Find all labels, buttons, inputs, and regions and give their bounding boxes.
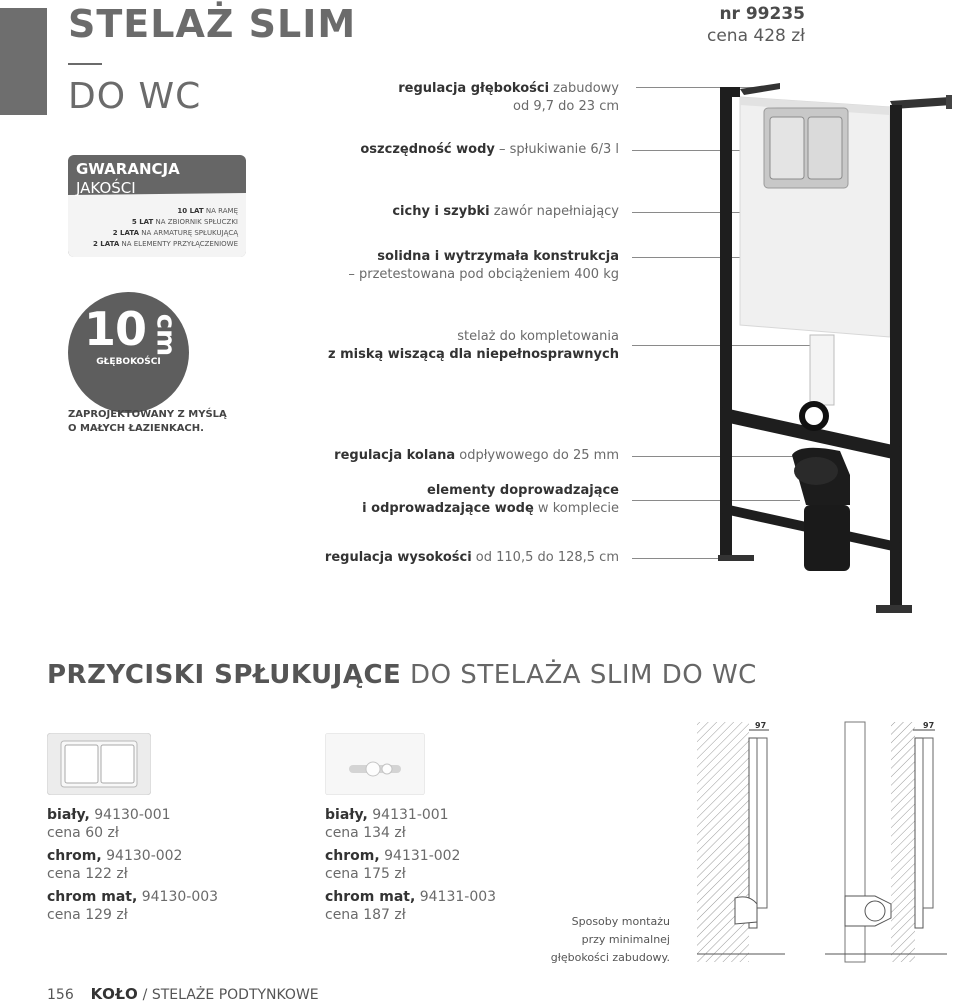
price-list-2: biały, 94131-001 cena 134 zł chrom, 94131-002 cena 175 zł chrom mat, 94131-003 cena 187 zł (325, 807, 497, 923)
list-item: biały, 94130-001 (47, 807, 171, 823)
feature-depth: regulacja głębokości zabudowy od 9,7 do 23 cm (398, 81, 619, 114)
design-note: ZAPROJEKTOWANY Z MYŚLĄ O MAŁYCH ŁAZIENKACH. (68, 409, 227, 434)
warranty-line: 2 LATA NA ARMATURĘ SPŁUKUJĄCĄ (112, 229, 238, 237)
page-title: STELAŻ SLIM (68, 2, 357, 46)
list-item: chrom, 94131-002 (325, 848, 461, 864)
product-price: cena 428 zł (706, 26, 805, 46)
title-divider (68, 63, 102, 65)
depth-badge (68, 292, 189, 413)
side-accent-bar (0, 8, 47, 115)
feature-knee: regulacja kolana odpływowego do 25 mm (334, 448, 619, 463)
flush-button-image-2 (325, 733, 425, 795)
list-item: chrom mat, 94131-003 (325, 889, 497, 905)
feature-valve: cichy i szybki zawór napełniający (392, 204, 619, 219)
list-item: biały, 94131-001 (325, 807, 449, 823)
feature-construction: solidna i wytrzymała konstrukcja – przetestowana pod obciążeniem 400 kg (348, 249, 619, 282)
page-subtitle: DO WC (68, 76, 202, 117)
depth-label: GŁĘBOKOŚCI (96, 357, 161, 367)
feature-elements: elementy doprowadzające i odprowadzające wodę w komplecie (362, 483, 619, 516)
warranty-subtitle: JAKOŚCI (76, 179, 136, 197)
mounting-note: Sposoby montażu przy minimalnej głębokości zabudowy. (550, 915, 670, 964)
warranty-title: GWARANCJA (76, 160, 180, 178)
warranty-line: 10 LAT NA RAMĘ (177, 207, 238, 215)
depth-unit: cm (150, 313, 181, 357)
flush-button-image-1 (47, 733, 151, 795)
feature-water-saving: oszczędność wody – spłukiwanie 6/3 l (360, 142, 619, 157)
diagram-label-left: 97 (755, 721, 767, 730)
depth-number: 10 (84, 302, 147, 356)
list-item: chrom, 94130-002 (47, 848, 183, 864)
price-list-1: biały, 94130-001 cena 60 zł chrom, 94130-002 cena 122 zł chrom mat, 94130-003 cena 129 zł (47, 807, 219, 923)
list-item: chrom mat, 94130-003 (47, 889, 219, 905)
feature-accessible: stelaż do kompletowania z miską wiszącą dla niepełnosprawnych (328, 329, 619, 362)
page-footer: 156 KOŁO / STELAŻE PODTYNKOWE (47, 985, 319, 1003)
brand-logo: KOŁO (90, 985, 139, 1003)
warranty-line: 5 LAT NA ZBIORNIK SPŁUCZKI (131, 218, 238, 226)
warranty-badge (68, 155, 246, 257)
warranty-line: 2 LATA NA ELEMENTY PRZYŁĄCZENIOWE (92, 240, 238, 248)
footer-section: STELAŻE PODTYNKOWE (151, 987, 319, 1003)
product-number: nr 99235 (719, 4, 805, 24)
diagram-label-right: 97 (923, 721, 935, 730)
feature-height: regulacja wysokości od 110,5 do 128,5 cm (324, 550, 619, 565)
section-heading: PRZYCISKI SPŁUKUJĄCE DO STELAŻA SLIM DO WC (47, 660, 757, 690)
warranty-lines (93, 206, 238, 250)
installation-frame-image (700, 75, 958, 620)
mounting-diagram (695, 718, 950, 968)
page-number: 156 (47, 987, 74, 1003)
